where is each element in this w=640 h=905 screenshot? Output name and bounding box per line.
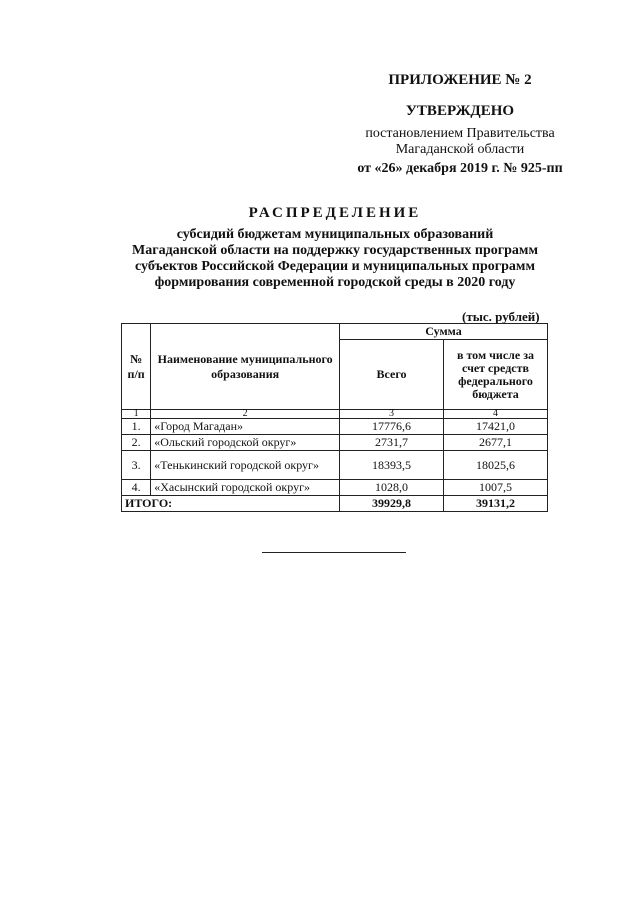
total-label: ИТОГО: [122, 496, 340, 512]
column-number: 4 [444, 410, 548, 419]
row-total: 18393,5 [340, 451, 444, 480]
row-federal: 2677,1 [444, 435, 548, 451]
document-subtitle [110, 227, 560, 291]
table-row [122, 480, 548, 496]
row-federal: 18025,6 [444, 451, 548, 480]
total-row [122, 496, 548, 512]
table-row [122, 419, 548, 435]
approved-label: УТВЕРЖДЕНО [405, 103, 515, 119]
row-federal: 17421,0 [444, 419, 548, 435]
table-row [122, 451, 548, 480]
column-number: 2 [151, 410, 340, 419]
decree-line-1: постановлением Правительства [365, 126, 555, 141]
row-num: 2. [122, 435, 151, 451]
header-num: № п/п [122, 324, 151, 410]
row-name: «Город Магадан» [151, 419, 340, 435]
column-number: 1 [122, 410, 151, 419]
row-name: «Тенькинский городской округ» [151, 451, 340, 480]
separator-line [262, 552, 406, 553]
row-federal: 1007,5 [444, 480, 548, 496]
row-num: 1. [122, 419, 151, 435]
header-total: Всего [340, 340, 444, 410]
subtitle-line-4: формирования современной городской среды в 2020 году [154, 275, 516, 290]
header-row [122, 324, 548, 340]
decree-line-2: Магаданской области [395, 142, 525, 157]
row-total: 17776,6 [340, 419, 444, 435]
total-sum: 39929,8 [340, 496, 444, 512]
document-title: РАСПРЕДЕЛЕНИЕ [248, 205, 422, 221]
row-total: 1028,0 [340, 480, 444, 496]
header-sum: Сумма [340, 324, 548, 340]
row-num: 4. [122, 480, 151, 496]
subtitle-line-1: субсидий бюджетам муниципальных образований [176, 227, 494, 242]
column-number: 3 [340, 410, 444, 419]
row-name: «Хасынский городской округ» [151, 480, 340, 496]
column-number-row [122, 410, 548, 419]
table-row [122, 435, 548, 451]
row-num: 3. [122, 451, 151, 480]
decree-line-3: от «26» декабря 2019 г. № 925-пп [357, 161, 563, 176]
subtitle-line-3: субъектов Российской Федерации и муниципальных программ [135, 259, 535, 274]
units-label: (тыс. рублей) [462, 309, 540, 324]
subtitle-line-2: Магаданской области на поддержку государственных программ [132, 243, 538, 258]
header-name: Наименование муниципального образования [151, 324, 340, 410]
total-federal: 39131,2 [444, 496, 548, 512]
row-total: 2731,7 [340, 435, 444, 451]
appendix-label: ПРИЛОЖЕНИЕ № 2 [388, 72, 532, 88]
row-name: «Ольский городской округ» [151, 435, 340, 451]
distribution-table [121, 323, 548, 512]
header-federal: в том числе за счет средств федерального бюджета [444, 340, 548, 410]
